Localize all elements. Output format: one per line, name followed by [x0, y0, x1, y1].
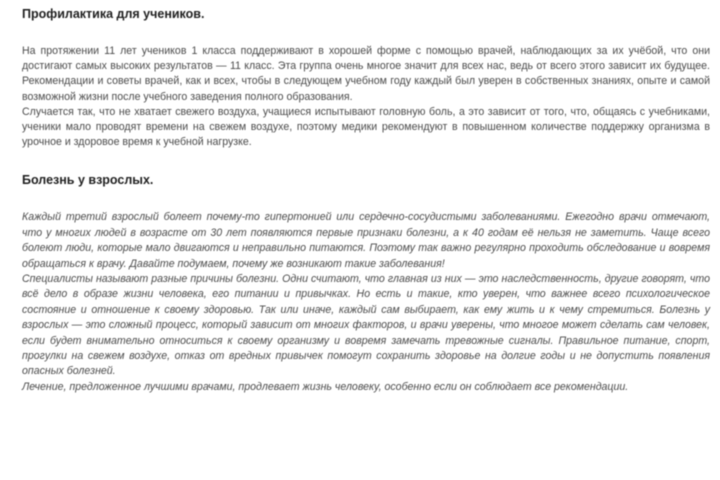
paragraph: Специалисты называют разные причины болезни. Одни считают, что главная из них — это наследственность, другие говорят, что всё дело в образе жизни человека, его питании и привычках. Но есть и такие, кто уверен, что важнее всего психологическое состояние и отношение к своему здоровью. Так или иначе, каждый сам выбирает, как ему жить и к чему стремиться. Болезнь у взрослых — это сложный процесс, который зависит от многих факторов, и врачи уверены, что многое может сделать сам человек, если будет внимательно относиться к своему организму и вовремя замечать тревожные сигналы. Правильное питание, спорт, прогулки на свежем воздухе, отказ от вредных привычек помогут сохранить здоровье на долгие годы и не допустить появления опасных болезней.: [22, 273, 710, 378]
paragraph: Каждый третий взрослый болеет почему-то гипертонией или сердечно-сосудистыми заболеваниями. Ежегодно врачи отмечают, что у многих людей в возрасте от 30 лет появляются первые признаки болезни, а к 40 годам её нельзя не заметить. Чаще всего болеют люди, которые мало двигаются и неправильно питаются. Поэтому так важно регулярно проходить обследование и вовремя обращаться к врачу. Давайте подумаем, почему же возникают такие заболевания!: [22, 211, 710, 270]
section-prevention: [22, 6, 710, 150]
paragraph: На протяжении 11 лет учеников 1 класса поддерживают в хорошей форме с помощью врачей, наблюдающих за их учёбой, что они достигают самых высоких результатов — 11 класс. Эта группа очень многое значит для всех нас, ведь от всего этого зависит их будущее. Рекомендации и советы врачей, как и всех, чтобы в следующем учебном году каждый был уверен в собственных знаниях, опыте и самой возможной жизни после учебного заведения полного образования.: [22, 45, 710, 103]
paragraph: Лечение, предложенное лучшими врачами, продлевает жизнь человеку, особенно если он соблюдает все рекомендации.: [22, 380, 629, 393]
paragraph: Случается так, что не хватает свежего воздуха, учащиеся испытывают головную боль, а это зависит от того, что, общаясь с учебниками, ученики мало проводят времени на свежем воздухе, поэтому медики рекомендуют в повышенном количестве поддержку организма в урочное и здоровое время к учебной нагрузке.: [22, 105, 710, 149]
section-title: Профилактика для учеников.: [22, 7, 205, 21]
section-adults: [22, 172, 710, 395]
section-title: Болезнь у взрослых.: [22, 173, 154, 188]
